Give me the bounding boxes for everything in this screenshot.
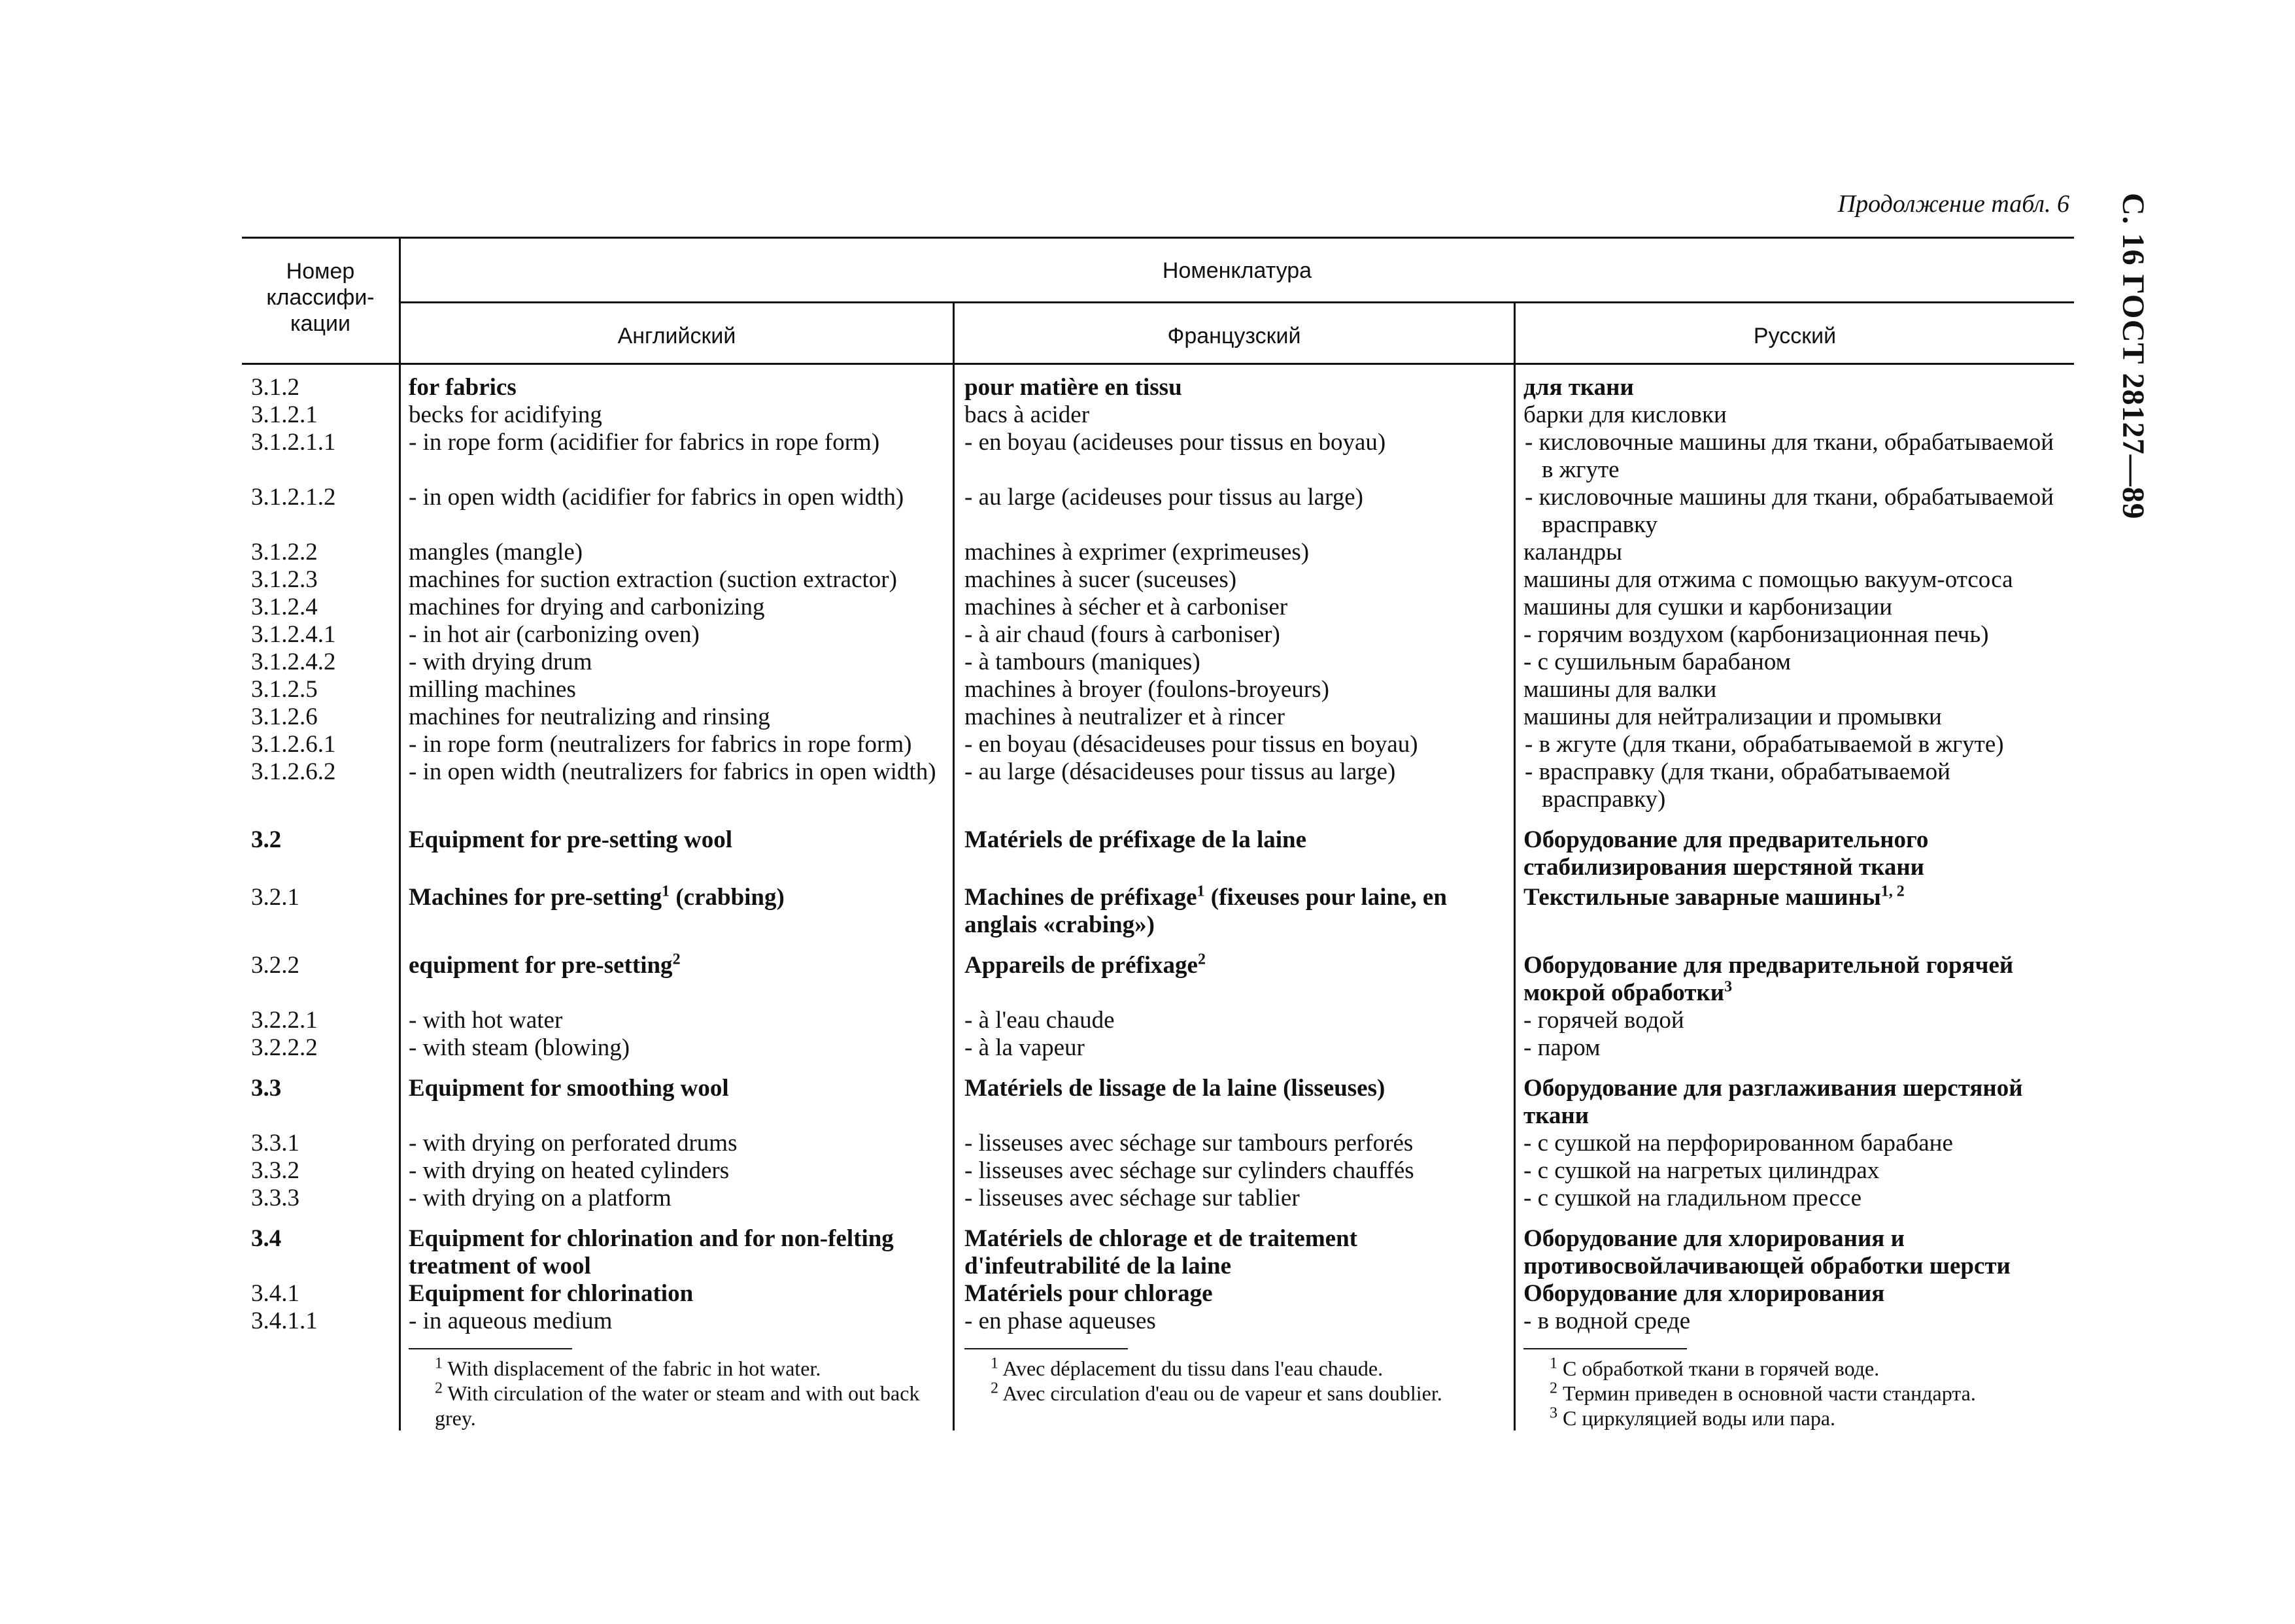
- footnotes-english: $^1$ With displacement of the fabric in hot water. $^2$ With circulation of the water or steam and with out back grey.: [402, 1348, 958, 1430]
- footnotes-french: $^1$ Avec déplacement du tissu dans l'eau chaude. $^2$ Avec circulation d'eau ou de vapeur et sans doublier.: [958, 1348, 1517, 1430]
- header-russian: Русский: [1753, 324, 1837, 348]
- table-row: 3.1.2.2 mangles (mangle) machines à exprimer (exprimeuses) каландры: [251, 539, 1623, 566]
- table-row: 3.4 Equipment for chlorination and for non-felting treatment of wool Matériels de chlorage et de traitement d'infeutrabilité de la laine Оборудование для хлорирования и противосвойлачивающей обработки шерсти: [251, 1225, 2011, 1279]
- table-row: 3.2.2 equipment for pre-setting$^2$ Appareils de préfixage$^2$ Оборудование для предварительной горячей мокрой обработки$^3$: [251, 951, 2014, 1006]
- continuation-label: Продолжение табл. 6: [1837, 190, 2069, 218]
- table-row: 3.2.2.1 - with hot water - à l'eau chaude - горячей водой: [251, 1007, 1684, 1034]
- table-row: 3.2 Equipment for pre-setting wool Matériels de préfixage de la laine Оборудование для предварительного стабилизирования шерстяной ткани: [251, 826, 1929, 881]
- standard-side-title: С. 16 ГОСТ 28127—89: [2116, 193, 2150, 520]
- table-row: 3.1.2.4.1 - in hot air (carbonizing oven) - à air chaud (fours à carboniser) - горячим воздухом (карбонизационная печь): [251, 621, 1989, 648]
- table-row: 3.1.2.6 machines for neutralizing and rinsing machines à neutralizer et à rincer машины для нейтрализации и промывки: [251, 703, 1942, 730]
- table-row: 3.2.1 Machines for pre-setting$^1$ (crabbing) Machines de préfixage$^1$ (fixeuses pour laine, en anglais «crabing») Текстильные заварные машины$^{1, 2}$: [251, 883, 1905, 938]
- classification-table: [242, 237, 2074, 1430]
- table-body: [242, 365, 2074, 1430]
- table-row: 3.4.1 Equipment for chlorination Matériels pour chlorage Оборудование для хлорирования: [251, 1280, 1885, 1307]
- table-row: 3.1.2.1.2 - in open width (acidifier for fabrics in open width) - au large (acideuses pour tissus au large) - кисловочные машины для ткани, обрабатываемой врасправку: [251, 484, 2054, 538]
- footnotes-russian: $^1$ С обработкой ткани в горячей воде. $^2$ Термин приведен в основной части стандарта. $^3$ С циркуляцией воды или пара.: [1517, 1348, 2074, 1430]
- table-row: 3.1.2.1 becks for acidifying bacs à acider барки для кисловки: [251, 401, 1727, 428]
- table-row: 3.2.2.2 - with steam (blowing) - à la vapeur - паром: [251, 1034, 1601, 1061]
- table-row: 3.4.1.1 - in aqueous medium - en phase aqueuses - в водной среде: [251, 1308, 1691, 1334]
- header-nomenclature: Номенклатура: [1162, 258, 1312, 283]
- table-row: 3.1.2.3 machines for suction extraction (suction extractor) machines à sucer (suceuses) машины для отжима с помощью вакуум-отсоса: [251, 566, 2013, 593]
- table-row: 3.3 Equipment for smoothing wool Matériels de lissage de la laine (lisseuses) Оборудование для разглаживания шерстяной ткани: [251, 1075, 2023, 1129]
- table-row: 3.3.1 - with drying on perforated drums - lisseuses avec séchage sur tambours perforés - с сушкой на перфорированном барабане: [251, 1130, 1953, 1157]
- table-row: 3.1.2.5 milling machines machines à broyer (foulons-broyeurs) машины для валки: [251, 676, 1717, 703]
- table-row: 3.1.2 for fabrics pour matière en tissu для ткани: [251, 374, 1634, 401]
- table-row: 3.1.2.1.1 - in rope form (acidifier for fabrics in rope form) - en boyau (acideuses pour tissus en boyau) - кисловочные машины для ткани, обрабатываемой в жгуте: [251, 429, 2054, 483]
- table-row: 3.1.2.4 machines for drying and carbonizing machines à sécher et à carboniser машины для сушки и карбонизации: [251, 594, 1893, 620]
- header-number: Номер классифи-кации: [266, 259, 375, 336]
- header-french: Французский: [1167, 324, 1301, 348]
- table-row: 3.1.2.4.2 - with drying drum - à tambours (maniques) - с сушильным барабаном: [251, 649, 1792, 675]
- table-row: 3.3.2 - with drying on heated cylinders - lisseuses avec séchage sur cylinders chauffés - с сушкой на нагретых цилиндрах: [251, 1157, 1880, 1184]
- table-row: 3.1.2.6.2 - in open width (neutralizers for fabrics in open width) - au large (désacideuses pour tissus au large) - врасправку (для ткани, обрабатываемой врасправку): [251, 758, 1950, 813]
- table-row: 3.3.3 - with drying on a platform - lisseuses avec séchage sur tablier - с сушкой на гладильном прессе: [251, 1185, 1862, 1211]
- footnotes: [242, 1348, 2074, 1430]
- table-header: [242, 237, 2074, 365]
- header-english: Английский: [617, 324, 736, 348]
- table-row: 3.1.2.6.1 - in rope form (neutralizers for fabrics in rope form) - en boyau (désacideuses pour tissus en boyau) - в жгуте (для ткани, обрабатываемой в жгуте): [251, 731, 2004, 758]
